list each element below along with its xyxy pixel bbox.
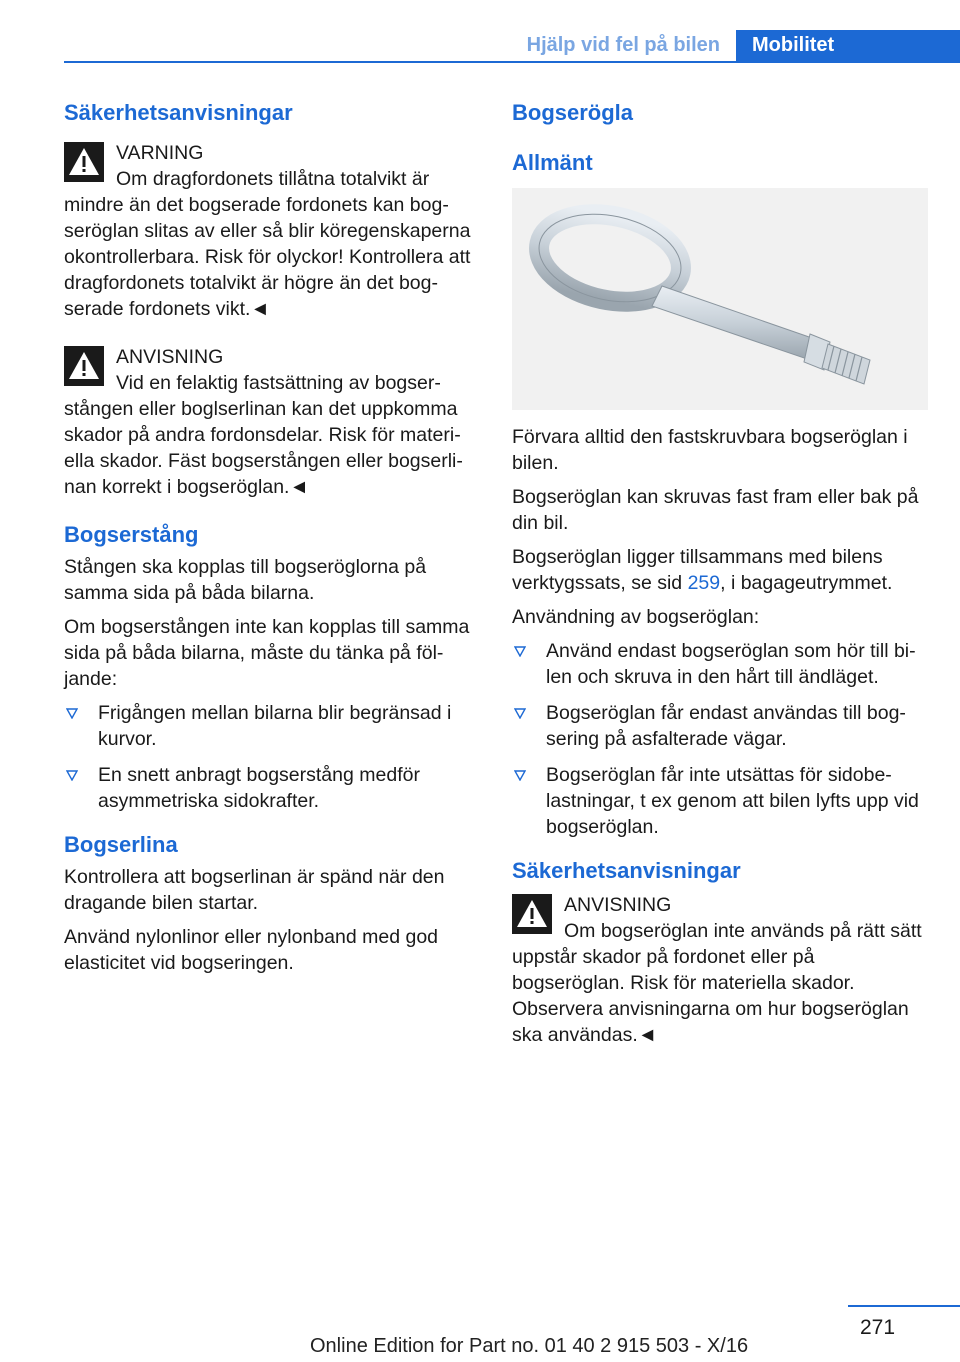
list-item	[512, 762, 928, 840]
notice-text: Om bogseröglan inte används på rätt sätt uppstår skador på fordonet eller på bogseröglan. Risk för materiella skador. Observera anvisningarna om hur bogseröglan ska användas.◄	[512, 920, 922, 1046]
list-item	[64, 762, 480, 814]
tow-eye-paragraph	[512, 544, 928, 596]
tow-rope-heading: Bogserlina	[64, 832, 178, 857]
tow-eye-drawing	[512, 188, 928, 410]
safety-heading-right: Säkerhetsanvisningar	[512, 858, 741, 883]
triangle-bullet-icon	[66, 770, 78, 781]
tow-eye-paragraph: Förvara alltid den fastskruvbara bogseröglan i bilen.	[512, 426, 908, 474]
left-column	[64, 98, 480, 984]
paragraph-text: Bogseröglan ligger tillsammans med bilens verktygssats, se sid	[512, 546, 883, 594]
notice-note	[64, 342, 480, 500]
warning-triangle-icon	[64, 142, 104, 182]
tow-eye-paragraph: Bogseröglan kan skruvas fast fram eller bak på din bil.	[512, 486, 919, 534]
page-number-rule	[848, 1305, 960, 1307]
tow-rope-paragraph: Kontrollera att bogserlinan är spänd när den dragande bilen startar.	[64, 866, 445, 914]
warning-triangle-icon	[64, 346, 104, 386]
tow-eye-illustration	[512, 188, 928, 410]
list-item	[512, 700, 928, 752]
triangle-bullet-icon	[514, 708, 526, 719]
tow-eye-paragraph: Användning av bogseröglan:	[512, 606, 760, 628]
warning-text: Om dragfordonets tillåtna totalvikt är mindre än det bogserade fordonets kan bogseröglan slitas av eller så blir köregenskaperna okontrollerbara. Risk för olyckor! Kontrollera att dragfordonets totalvikt är högre än det bogserade fordonets vikt.◄	[64, 168, 471, 320]
tow-bar-paragraph: Stången ska kopplas till bogseröglorna på samma sida på båda bilarna.	[64, 556, 427, 604]
running-header-section: Hjälp vid fel på bilen	[526, 34, 720, 56]
footer-edition: Online Edition for Part no. 01 40 2 915 503 - X/16	[310, 1335, 749, 1357]
triangle-bullet-icon	[514, 770, 526, 781]
list-item-text: Bogseröglan får inte utsättas för sidobelastningar, t ex genom att bilen lyfts upp vid bogseröglan.	[546, 764, 919, 838]
tow-eye-list	[512, 638, 928, 840]
list-item-text: En snett anbragt bogserstång medför asymmetriska sidokrafter.	[98, 764, 420, 812]
notice-note-right	[512, 890, 928, 1048]
warning-label: VARNING	[116, 142, 204, 164]
list-item-text: Frigången mellan bilarna blir begränsad i kurvor.	[98, 702, 452, 750]
page-number: 271	[860, 1316, 896, 1339]
notice-text: Vid en felaktig fastsättning av bogserstången eller boglserlinan kan det uppkomma skador på andra fordonsdelar. Risk för materiella skador. Fäst bogserstången eller bogserlinan korrekt i bogseröglan.◄	[64, 372, 463, 498]
list-item-text: Bogseröglan får endast användas till bogsering på asfalterade vägar.	[546, 702, 906, 750]
tow-bar-heading: Bogserstång	[64, 522, 199, 547]
tow-bar-paragraph: Om bogserstången inte kan kopplas till samma sida på båda bilarna, måste du tänka på följande:	[64, 616, 470, 690]
tow-rope-paragraph: Använd nylonlinor eller nylonband med god elasticitet vid bogseringen.	[64, 926, 439, 974]
tow-eye-heading: Bogserögla	[512, 100, 634, 125]
warning-note	[64, 138, 480, 322]
list-item	[512, 638, 928, 690]
paragraph-text: , i bagageutrymmet.	[720, 572, 893, 594]
right-column	[512, 98, 928, 1068]
page-reference-link[interactable]: 259	[687, 572, 721, 594]
tow-bar-list	[64, 700, 480, 814]
list-item	[64, 700, 480, 752]
running-header-chapter-tab[interactable]: Mobilitet	[736, 30, 960, 61]
header-rule	[64, 61, 960, 63]
triangle-bullet-icon	[514, 646, 526, 657]
notice-label: ANVISNING	[116, 346, 224, 368]
general-subheading: Allmänt	[512, 150, 593, 175]
notice-label: ANVISNING	[564, 894, 672, 916]
warning-triangle-icon	[512, 894, 552, 934]
list-item-text: Använd endast bogseröglan som hör till bilen och skruva in den hårt till ändläget.	[546, 640, 916, 688]
safety-heading: Säkerhetsanvisningar	[64, 100, 293, 125]
triangle-bullet-icon	[66, 708, 78, 719]
